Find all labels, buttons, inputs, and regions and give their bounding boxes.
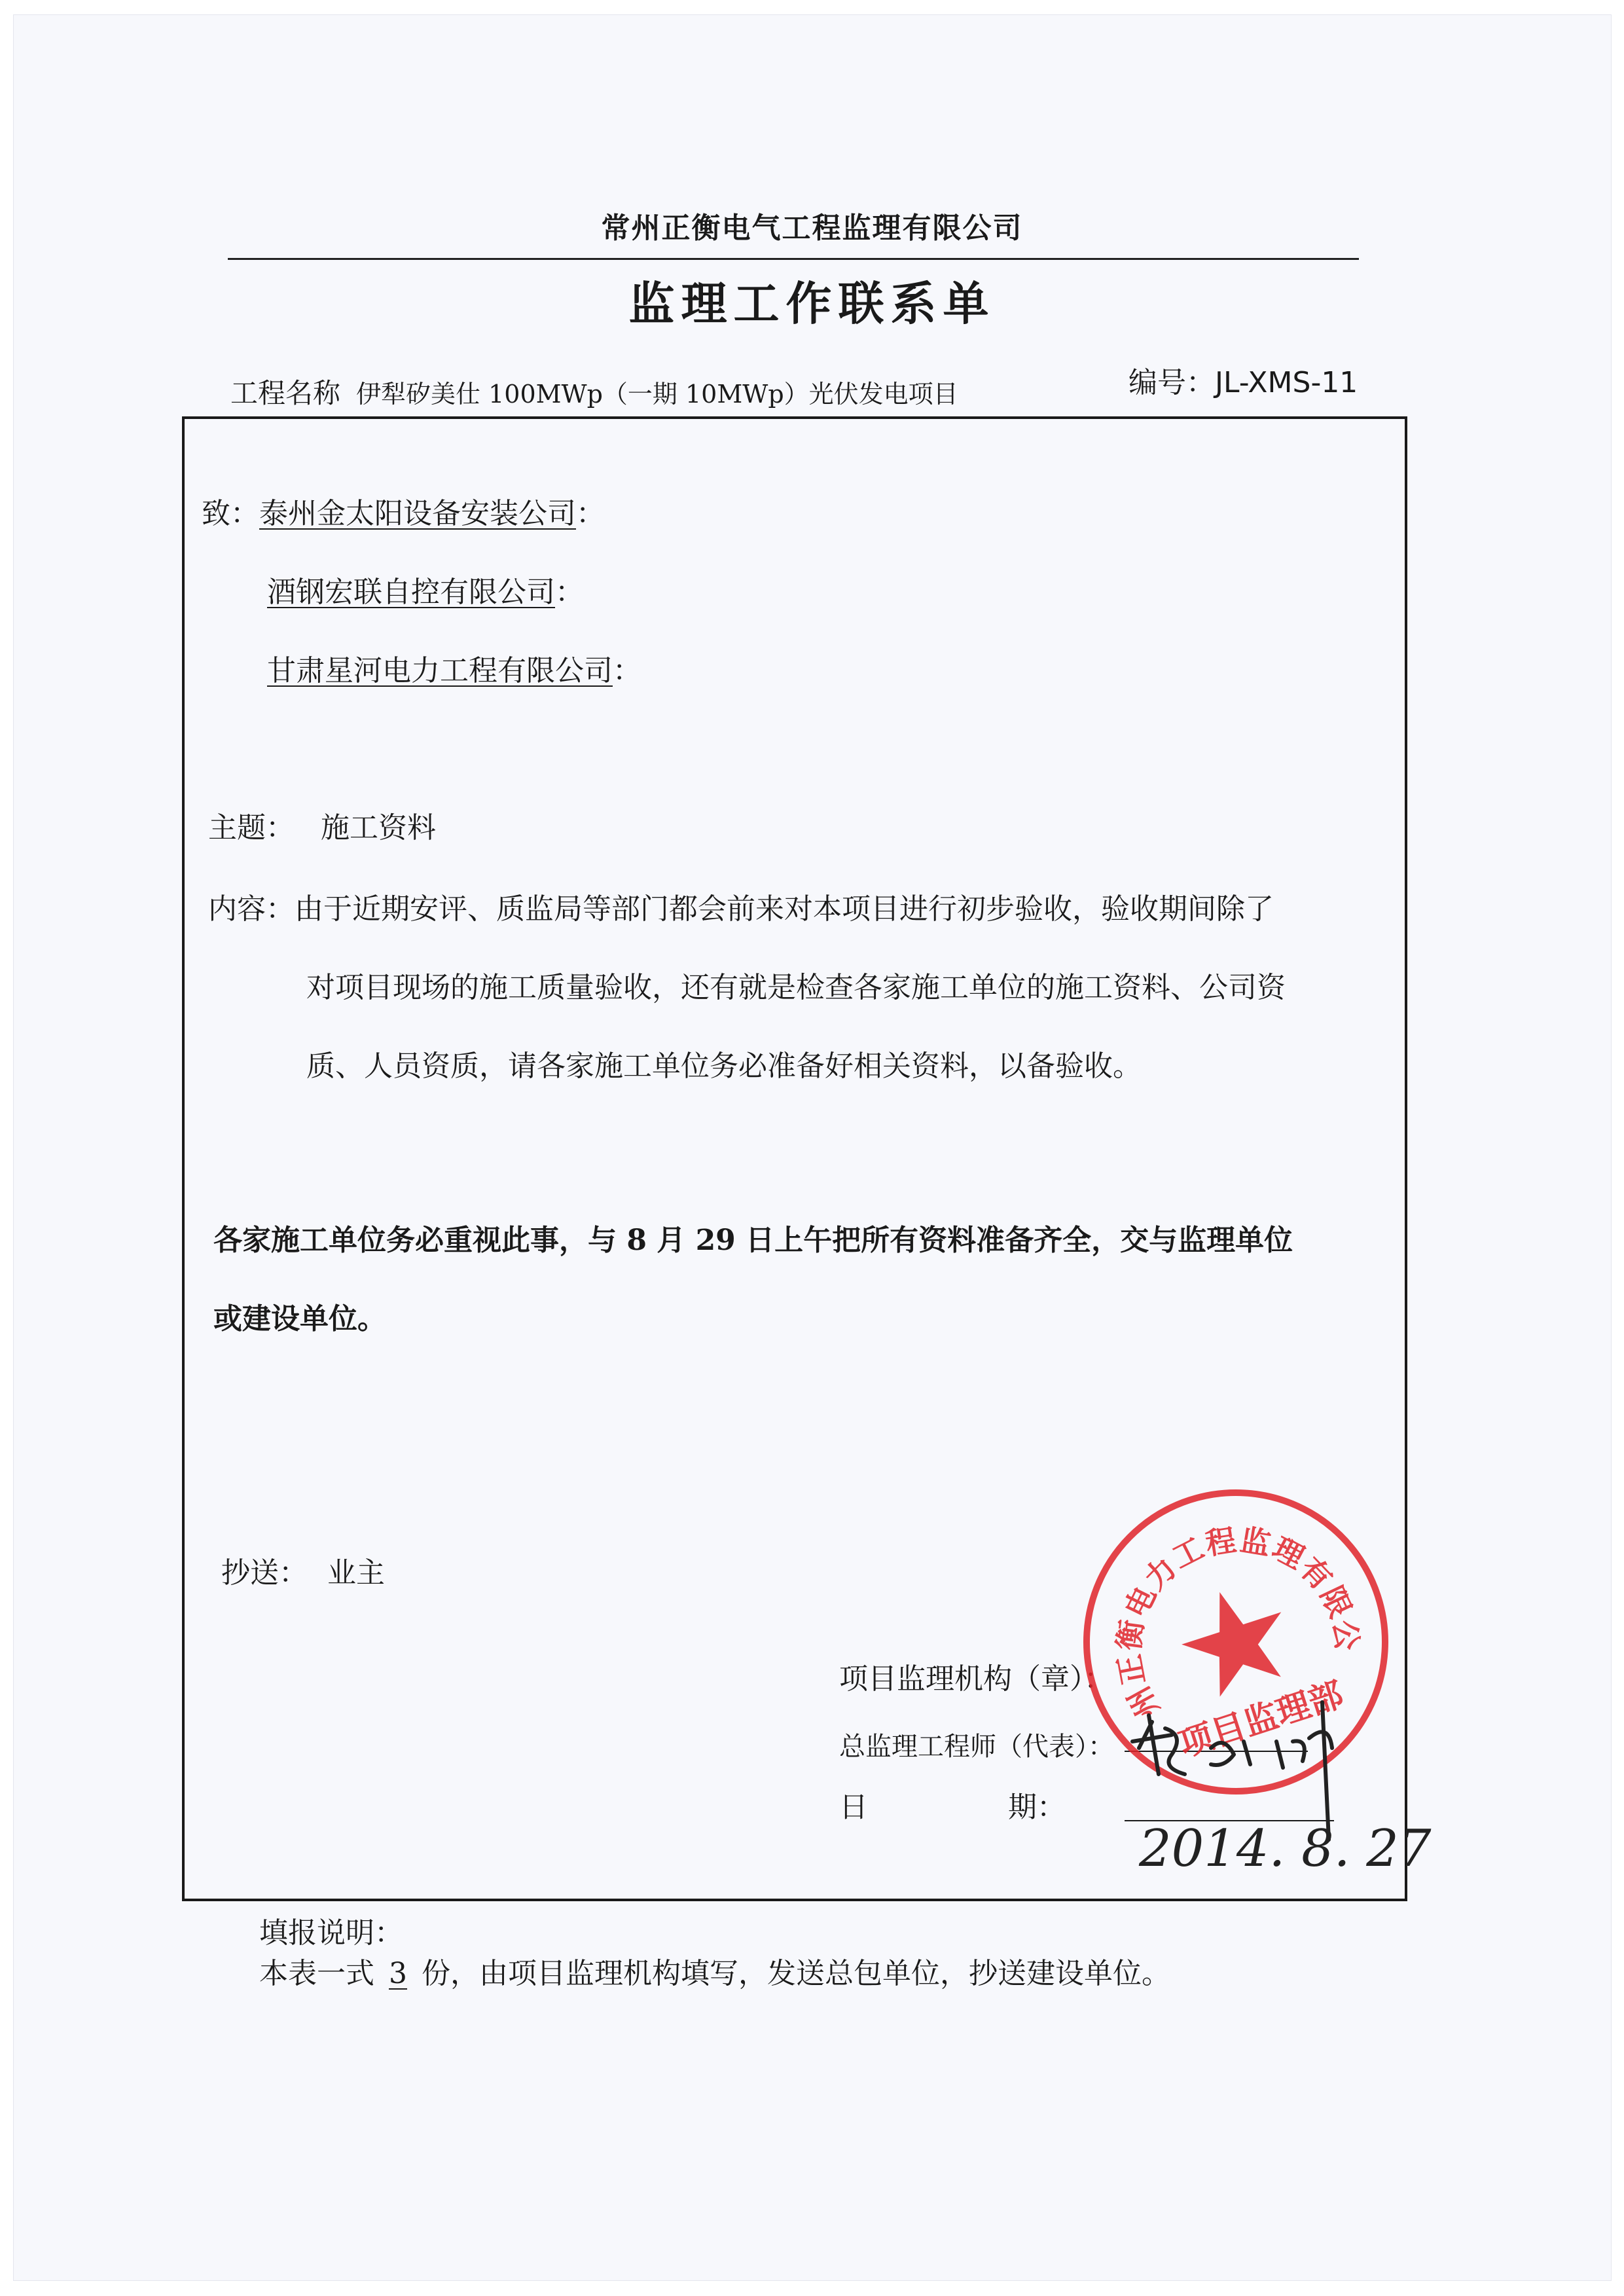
recipient-name: 酒钢宏联自控有限公司 <box>267 575 555 609</box>
date-label-end: 期： <box>1008 1791 1066 1824</box>
supervision-org-label: 项目监理机构（章）： <box>839 1662 1113 1696</box>
recipient-suffix: ： <box>576 497 605 530</box>
emphasis-line: 或建设单位。 <box>213 1302 386 1336</box>
subject-label: 主题： <box>208 811 295 845</box>
content-label: 内容： <box>208 892 295 926</box>
chief-engineer-label: 总监理工程师（代表）： <box>839 1732 1114 1762</box>
subject-value: 施工资料 <box>321 811 436 845</box>
document-code-label: 编号： <box>1128 366 1215 399</box>
cc-label: 抄送： <box>221 1556 308 1590</box>
seal-inner-text: 项目监理部 <box>1174 1675 1348 1765</box>
recipient-name: 泰州金太阳设备安装公司 <box>259 497 576 530</box>
to-label: 致： <box>202 497 259 530</box>
recipient-row-2 <box>267 568 584 610</box>
emphasis-line: 各家施工单位务必重视此事，与 8 月 29 日上午把所有资料准备齐全，交与监理单位 <box>213 1224 1293 1257</box>
content-line: 对项目现场的施工质量验收，还有就是检查各家施工单位的施工资料、公司资 <box>306 971 1286 1004</box>
document-title: 监理工作联系单 <box>628 277 996 331</box>
document-code-value: JL-XMS-11 <box>1215 366 1358 399</box>
cc-value: 业主 <box>327 1556 385 1590</box>
recipient-row-1 <box>202 490 605 532</box>
date-label-start: 日 <box>839 1791 868 1824</box>
content-line: 质、人员资质，请各家施工单位务必准备好相关资料，以备验收。 <box>306 1049 1142 1083</box>
notes-line-pre: 本表一式 <box>259 1957 374 1990</box>
company-header: 常州正衡电气工程监理有限公司 <box>601 211 1023 245</box>
header-divider <box>228 258 1359 260</box>
content-row <box>208 885 1274 927</box>
copies-count: 3 <box>389 1957 407 1990</box>
handwritten-date: 2014. 8. 27 <box>1139 1819 1432 1878</box>
project-name-label: 工程名称 <box>230 377 341 409</box>
recipient-suffix: ： <box>555 575 584 609</box>
recipient-name: 甘肃星河电力工程有限公司 <box>267 654 613 687</box>
notes-line <box>259 1950 1170 1992</box>
project-name-value: 伊犁矽美仕 100MWp（一期 10MWp）光伏发电项目 <box>356 380 958 409</box>
content-line: 由于近期安评、质监局等部门都会前来对本项目进行初步验收，验收期间除了 <box>295 892 1274 926</box>
document-code-row <box>1128 359 1358 401</box>
seal-outer-text: 常州正衡电力工程监理有限公司 <box>1111 1522 1366 1724</box>
handwritten-signature <box>1113 1676 1440 1886</box>
recipient-suffix: ： <box>613 654 641 687</box>
subject-row <box>208 804 436 846</box>
cc-row <box>221 1549 385 1591</box>
project-name-row <box>230 372 958 411</box>
notes-line-post: 份，由项目监理机构填写，发送总包单位，抄送建设单位。 <box>422 1957 1170 1990</box>
notes-title: 填报说明： <box>259 1916 403 1950</box>
recipient-row-3 <box>267 647 641 689</box>
